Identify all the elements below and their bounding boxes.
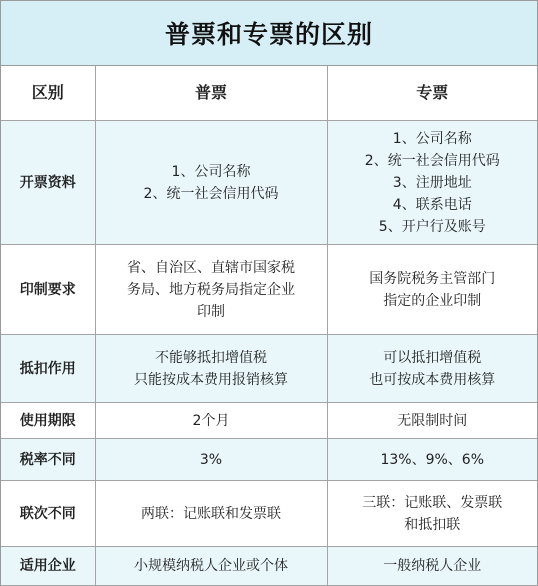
page-title: 普票和专票的区别: [1, 1, 537, 66]
cell-line: 只能按成本费用报销核算: [134, 371, 288, 388]
table-row: [1, 245, 537, 335]
header-category: 区别: [1, 66, 95, 121]
ordinary-cell: [95, 335, 327, 403]
cell-line: 不能够抵扣增值税: [155, 349, 267, 366]
cell-line: 可以抵扣增值税: [383, 349, 482, 366]
cell-line: 三联：记账联、发票联: [362, 494, 503, 511]
cell-line: 无限制时间: [397, 412, 468, 429]
ordinary-cell: [95, 439, 327, 481]
special-cell: [327, 439, 537, 481]
ordinary-cell: [95, 121, 327, 245]
ordinary-cell: [95, 547, 327, 586]
cell-line: 4、联系电话: [392, 196, 472, 213]
table-row: [1, 481, 537, 547]
cell-line: 2、统一社会信用代码: [364, 152, 500, 169]
row-label: 税率不同: [1, 439, 95, 481]
cell-line: 1、公司名称: [171, 163, 251, 180]
header-ordinary-invoice: 普票: [95, 66, 327, 121]
ordinary-cell: [95, 245, 327, 335]
special-cell: [327, 481, 537, 547]
cell-line: 和抵扣联: [404, 516, 461, 533]
table-row: [1, 547, 537, 586]
cell-line: 国务院税务主管部门: [369, 270, 496, 287]
special-cell: [327, 245, 537, 335]
ordinary-cell: [95, 481, 327, 547]
row-label: 联次不同: [1, 481, 95, 547]
row-label: 印制要求: [1, 245, 95, 335]
row-label: 适用企业: [1, 547, 95, 586]
table-row: [1, 335, 537, 403]
table-row: [1, 439, 537, 481]
cell-line: 两联：记账联和发票联: [141, 505, 281, 522]
special-cell: [327, 121, 537, 245]
cell-line: 省、自治区、直辖市国家税: [127, 259, 295, 276]
cell-line: 指定的企业印制: [383, 292, 482, 309]
header-special-invoice: 专票: [327, 66, 537, 121]
row-label: 开票资料: [1, 121, 95, 245]
table-row: [1, 121, 537, 245]
cell-line: 2个月: [192, 412, 230, 429]
row-label: 抵扣作用: [1, 335, 95, 403]
header-row: [1, 66, 537, 121]
cell-line: 小规模纳税人企业或个体: [134, 558, 288, 574]
cell-line: 3%: [199, 451, 223, 468]
row-label: 使用期限: [1, 403, 95, 439]
cell-line: 也可按成本费用核算: [369, 371, 496, 388]
cell-line: 印制: [197, 303, 225, 320]
comparison-table: [1, 66, 537, 586]
cell-line: 2、统一社会信用代码: [143, 185, 279, 202]
table-row: [1, 403, 537, 439]
ordinary-cell: [95, 403, 327, 439]
cell-line: 一般纳税人企业: [383, 558, 482, 574]
cell-line: 13%、9%、6%: [380, 451, 485, 468]
special-cell: [327, 403, 537, 439]
cell-line: 3、注册地址: [392, 174, 472, 191]
cell-line: 务局、地方税务局指定企业: [127, 281, 295, 298]
special-cell: [327, 547, 537, 586]
cell-line: 5、开户行及账号: [378, 218, 486, 235]
special-cell: [327, 335, 537, 403]
cell-line: 1、公司名称: [392, 130, 472, 147]
